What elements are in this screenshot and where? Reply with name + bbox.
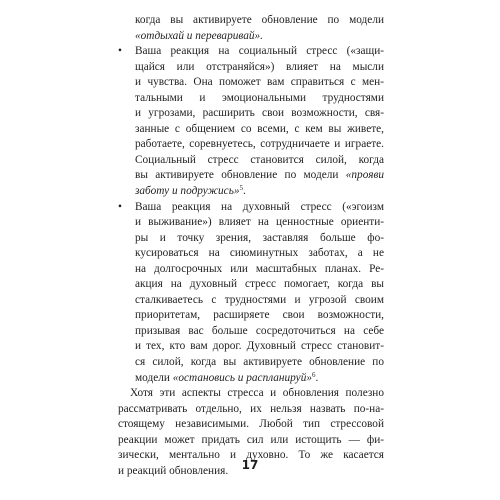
text-line: зически, ментально и духовно. То же касается bbox=[118, 449, 384, 462]
text-line: на долгосрочных или масштабных планах. Ре- bbox=[135, 262, 384, 275]
text-run: . bbox=[315, 371, 319, 384]
text-line: призывая вас больше сосредоточиться на себе bbox=[135, 324, 384, 337]
text-line bbox=[118, 168, 384, 184]
bullet-item-social bbox=[118, 44, 384, 60]
text-line: Ваша реакция на духовный стресс («эгоизм bbox=[135, 200, 384, 213]
paragraph-first-line: Хотя эти аспекты стресса и обновления полезно bbox=[130, 387, 384, 400]
text-line: и чувства. Она поможет вам справиться с мен- bbox=[135, 76, 384, 89]
text-line: рассматривать отдельно, их нельзя назвать по-на- bbox=[118, 402, 384, 415]
text-line: стоящему независимыми. Любой тип стрессовой bbox=[118, 418, 384, 431]
bullet-icon: • bbox=[118, 45, 122, 58]
text-line: занные с общением со всеми, с кем вы живете, bbox=[135, 122, 384, 135]
text-run: модели bbox=[135, 371, 173, 384]
text-run-italic: «прояви bbox=[345, 169, 384, 182]
text-line: ся силой, когда вы активируете обновление по bbox=[135, 356, 384, 369]
text-line: когда вы активируете обновление по модели bbox=[135, 14, 384, 26]
text-run: . bbox=[242, 185, 246, 198]
text-line bbox=[118, 184, 384, 200]
text-line: и реакций обновления. bbox=[118, 464, 229, 477]
footnote-ref: 6 bbox=[312, 370, 316, 379]
text-line: Ваша реакция на социальный стресс («защи- bbox=[135, 45, 384, 58]
text-line: реакции может придать сил или истощить — фи- bbox=[118, 433, 384, 446]
text-line-italic: «отдыхай и переваривай». bbox=[135, 29, 263, 42]
text-line: акция на духовный стресс помогает, когда вы bbox=[135, 278, 384, 291]
text-line: и выживание») влияет на ценностные ориенти- bbox=[135, 216, 384, 229]
text-line: и тех, кто вам дорог. Духовный стресс становит- bbox=[135, 340, 384, 353]
text-line: работаете, соревнуетесь, сотрудничаете и играете. bbox=[135, 138, 384, 151]
bullet-item-spiritual bbox=[118, 200, 384, 216]
text-line: сталкиваетесь с трудностями и угрозой своим bbox=[135, 293, 384, 306]
text-run-italic: заботу и подружись» bbox=[135, 185, 240, 198]
footnote-ref: 5 bbox=[239, 184, 243, 193]
text-line: Социальный стресс становится силой, когда bbox=[135, 153, 384, 166]
text-run-italic: «остановись и распланируй» bbox=[172, 371, 312, 384]
page-body bbox=[118, 13, 384, 479]
text-line: тальными и эмоциональными трудностями bbox=[135, 91, 384, 104]
text-line: ры и точку зрения, заставляя больше фо- bbox=[135, 231, 384, 244]
bullet-icon: • bbox=[118, 200, 122, 213]
page-number: 17 bbox=[241, 458, 259, 472]
text-line bbox=[118, 371, 384, 387]
text-line: щайся или отстраняйся») влияет на мысли bbox=[135, 60, 384, 73]
text-line: приоритетам, расширяете свои возможности, bbox=[135, 309, 384, 322]
text-run: вы активируете обновление по модели bbox=[135, 169, 346, 182]
text-line: и угрозами, расширить свои возможности, свя- bbox=[135, 107, 384, 120]
text-line: кусироваться на сиюминутных заботах, а не bbox=[135, 247, 384, 260]
